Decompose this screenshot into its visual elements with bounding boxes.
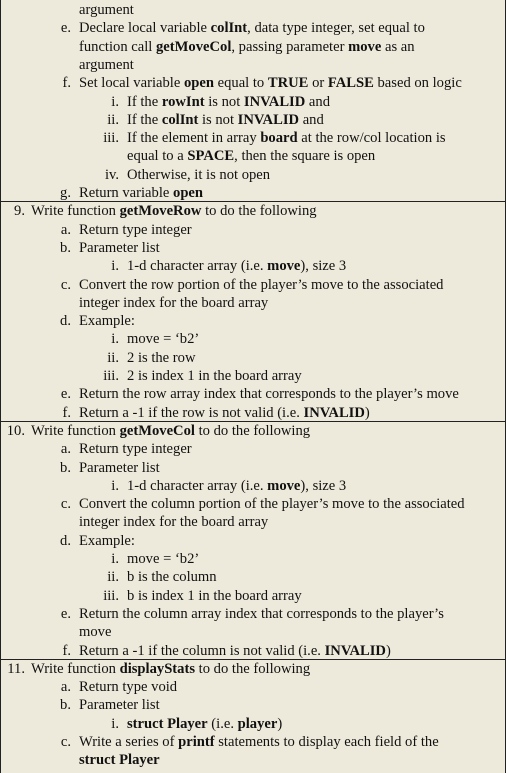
list-marker: 10. [6,422,25,439]
list-marker: 11. [7,660,25,677]
line-text: argument [79,56,134,73]
outline-line [1,477,505,495]
list-marker: b. [60,239,71,256]
outline-line [1,129,505,147]
line-text: Write function getMoveRow to do the following [31,203,317,220]
outline-line [1,495,505,513]
list-marker: i. [111,551,119,567]
line-text: b is index 1 in the board array [127,587,302,604]
line-text: integer index for the board array [79,514,269,531]
outline-line [1,459,505,477]
line-text: equal to a SPACE, then the square is open [127,148,376,165]
outline-line [1,696,505,714]
outline-line [1,257,505,275]
list-marker: i. [111,331,119,348]
list-marker: d. [60,532,71,549]
list-marker: e. [60,386,71,403]
list-marker: i. [111,715,119,732]
outline-line [1,147,505,165]
list-marker: iii. [103,130,119,147]
line-text: Return type void [79,679,178,696]
list-marker: i. [111,93,119,110]
outline-line [1,221,505,239]
line-text: Convert the column portion of the player’s move to the associated [79,496,465,513]
line-text: argument [79,2,134,18]
outline-line [1,294,505,312]
line-text: b is the column [127,569,217,586]
list-marker: iv. [104,166,119,183]
outline-line [1,715,505,733]
outline-line [1,202,505,220]
outline-line [1,184,505,202]
list-marker: e. [60,20,71,37]
list-marker: ii. [107,111,119,128]
line-text: move = ‘b2’ [127,331,200,348]
section-divider [1,659,505,660]
line-text: If the colInt is not INVALID and [127,111,324,128]
list-marker: iii. [103,587,119,604]
list-marker: e. [60,605,71,622]
line-text: Example: [79,532,135,549]
line-text: Parameter list [79,697,160,714]
list-marker: a. [60,441,71,458]
outline-line [1,587,505,605]
line-text: Return the row array index that corresponds to the player’s move [79,386,459,403]
line-text: Convert the row portion of the player’s move to the associated [79,276,444,293]
outline-line [1,623,505,641]
outline-line [1,733,505,751]
outline-line [1,239,505,257]
line-text: struct Player [79,752,160,769]
line-text: Return a -1 if the column is not valid (i.e. INVALID) [79,642,391,659]
list-marker: i. [111,477,119,494]
outline-line [1,751,505,769]
outline-line [1,19,505,37]
line-text: integer index for the board array [79,294,269,311]
line-text: Parameter list [79,239,160,256]
list-marker: c. [60,276,71,293]
line-text: Otherwise, it is not open [127,166,271,183]
outline-line [1,349,505,367]
line-text: Return type integer [79,441,192,458]
outline-line [1,532,505,550]
outline-line [1,330,505,348]
outline-line [1,111,505,129]
line-text: Return a -1 if the row is not valid (i.e. INVALID) [79,404,370,421]
outline-line [1,422,505,440]
line-text: If the element in array board at the row/col location is [127,130,446,147]
line-text: 1-d character array (i.e. move), size 3 [127,477,347,494]
outline-line [1,1,505,19]
line-text: 2 is index 1 in the board array [127,368,302,384]
line-text: Return variable open [79,185,204,201]
line-text: Example: [79,313,135,330]
list-marker: f. [62,642,71,659]
line-text: Set local variable open equal to TRUE or FALSE based on logic [79,75,462,92]
list-marker: b. [60,697,71,714]
line-text: Declare local variable colInt, data type integer, set equal to [79,20,425,37]
outline-line [1,74,505,92]
outline-line [1,276,505,294]
list-marker: 9. [14,203,25,220]
line-text: Write a series of printf statements to display each field of the [79,734,439,750]
list-marker: f. [62,75,71,92]
outline-line [1,38,505,56]
outline-line [1,93,505,111]
outline-line [1,166,505,184]
section-divider [1,201,505,202]
outline-line [1,367,505,385]
outline-line [1,550,505,568]
line-text: move = ‘b2’ [127,551,200,567]
outline-line [1,385,505,403]
list-marker: f. [62,404,71,421]
list-marker: c. [60,734,71,750]
list-marker: b. [60,459,71,476]
outline-line [1,56,505,74]
list-marker: ii. [107,569,119,586]
line-text: Return type integer [79,221,192,238]
outline-line [1,404,505,422]
line-text: Write function displayStats to do the following [31,660,311,677]
list-marker: iii. [103,368,119,384]
line-text: move [79,624,112,641]
outline-line [1,660,505,678]
line-text: Write function getMoveCol to do the following [31,422,311,439]
line-text: 2 is the row [127,349,196,366]
outline-line [1,678,505,696]
outline-line [1,312,505,330]
line-text: Parameter list [79,459,160,476]
line-text: function call getMoveCol, passing parameter move as an [79,38,415,55]
list-marker: a. [60,221,71,238]
list-marker: c. [60,496,71,513]
outline-line [1,642,505,660]
list-marker: i. [111,258,119,275]
line-text: If the rowInt is not INVALID and [127,93,331,110]
outline-line [1,568,505,586]
section-divider [1,421,505,422]
outline-line [1,440,505,458]
outline-line [1,513,505,531]
line-text: 1-d character array (i.e. move), size 3 [127,258,347,275]
list-marker: ii. [107,349,119,366]
list-marker: d. [60,313,71,330]
list-marker: g. [60,185,71,201]
list-marker: a. [60,679,71,696]
line-text: struct Player (i.e. player) [127,715,283,732]
outline-line [1,605,505,623]
line-text: Return the column array index that corresponds to the player’s [79,605,444,622]
